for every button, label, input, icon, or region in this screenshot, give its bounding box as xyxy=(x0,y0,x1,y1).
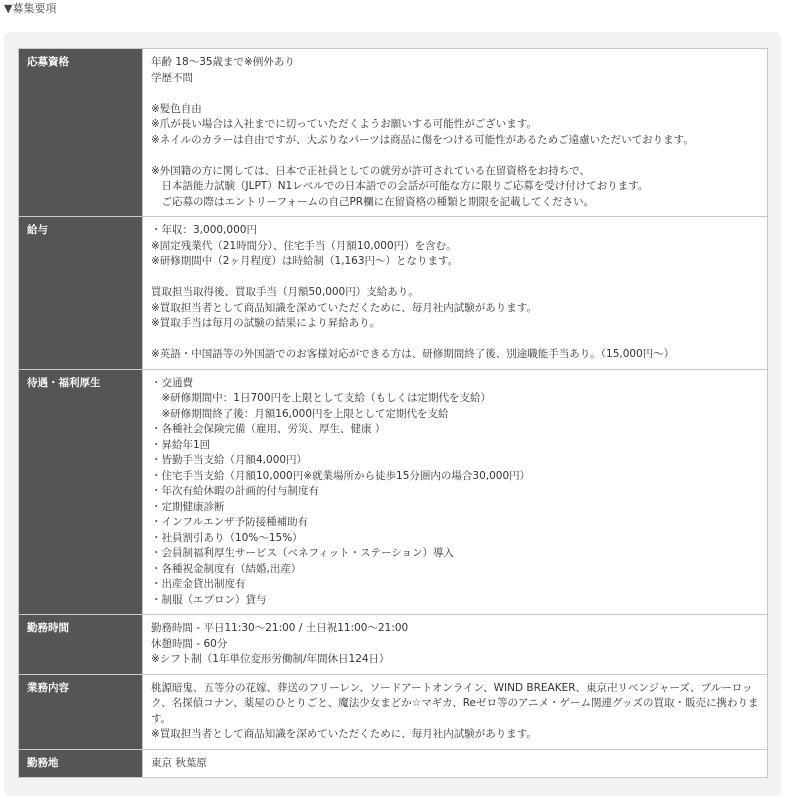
text-line: 勤務時間 - 平日11:30～21:00 / 土日祝11:00～21:00 xyxy=(151,622,409,634)
text-line: 東京 秋葉原 xyxy=(151,756,207,769)
text-line: ・年収：3,000,000円 xyxy=(151,224,257,236)
text-line: 桃源暗鬼、五等分の花嫁、葬送のフリーレン、ソードアートオンライン、WIND BREAKER、東京卍リベンジャーズ、ブルーロック、名探偵コナン、薬屋のひとりごと、魔法少女まどか☆マギカ、Reゼロ等のアニメ・ゲーム関連グッズの買取・販売に携わります。 xyxy=(151,681,759,725)
table-row xyxy=(19,49,768,217)
text-line: 年齢 18～35歳まで※例外あり xyxy=(151,56,295,68)
text-line: ※固定残業代（21時間分）、住宅手当（月額10,000円）を含む。 xyxy=(151,239,457,252)
table-row xyxy=(19,749,768,778)
text-line xyxy=(151,332,759,348)
section-heading: ▼募集要項 xyxy=(4,2,57,15)
text-line: ・インフルエンザ予防接種補助有 xyxy=(151,516,309,528)
text-line xyxy=(151,86,759,102)
row-value-job-description xyxy=(143,674,768,749)
text-line: ※買取手当は毎月の試験の結果により昇給あり。 xyxy=(151,317,381,329)
row-value-benefits xyxy=(143,369,768,615)
text-line: ※買取担当者として商品知識を深めていただくために、毎月社内試験があります。 xyxy=(151,301,537,314)
text-line xyxy=(151,148,759,164)
text-line: ※英語・中国語等の外国語でのお客様対応ができる方は、研修期間終了後、別途職能手当あり。（15,000円～） xyxy=(151,348,675,360)
text-line: ・昇給年1回 xyxy=(151,438,211,451)
text-line: ・各種社会保険完備（雇用、労災、厚生、健康 ） xyxy=(151,423,386,435)
row-label-working-hours: 勤務時間 xyxy=(19,615,143,675)
row-label-benefits: 待遇・福利厚生 xyxy=(19,369,143,615)
row-label-job-description: 業務内容 xyxy=(19,674,143,749)
text-line: 買取担当取得後、買取手当（月額50,000円）支給あり。 xyxy=(151,286,419,298)
text-line: ※研修期間中：1日700円を上限として支給（もしくは定期代を支給） xyxy=(151,392,492,404)
text-line: ・交通費 xyxy=(151,376,193,389)
text-line: ・社員割引あり（10%～15%） xyxy=(151,531,303,544)
table-row xyxy=(19,674,768,749)
text-line: ・各種祝金制度有（結婚,出産） xyxy=(151,562,302,575)
text-line: ※爪が長い場合は入社までに切っていただくようお願いする可能性がございます。 xyxy=(151,118,537,130)
text-line: ご応募の際はエントリーフォームの自己PR欄に在留資格の種類と期限を記載してください。 xyxy=(151,195,595,208)
text-line: ※研修期間終了後：月額16,000円を上限として定期代を支給 xyxy=(151,407,449,420)
text-line: ・会員制福利厚生サービス（ベネフィット・ステーション）導入 xyxy=(151,547,455,559)
text-line: ※研修期間中（2ヶ月程度）は時給制（1,163円～）となります。 xyxy=(151,255,459,267)
text-line: 学歴不問 xyxy=(151,71,193,84)
row-value-qualifications xyxy=(143,49,768,217)
row-value-location xyxy=(143,749,768,778)
row-value-working-hours xyxy=(143,615,768,675)
table-row xyxy=(19,217,768,370)
text-line: ※髪色自由 xyxy=(151,102,202,115)
row-label-qualifications: 応募資格 xyxy=(19,49,143,217)
text-line: ・年次有給休暇の計画的付与制度有 xyxy=(151,485,319,497)
text-line: ・定期健康診断 xyxy=(151,500,225,513)
text-line: ・制服（エプロン）貸与 xyxy=(151,593,267,606)
text-line: ※買取担当者として商品知識を深めていただくために、毎月社内試験があります。 xyxy=(151,728,537,740)
text-line: 休憩時間 - 60分 xyxy=(151,637,228,650)
text-line: ※ネイルのカラーは自由ですが、大ぶりなパーツは商品に傷をつける可能性があるためご遠慮いただいております。 xyxy=(151,133,694,146)
text-line: ・住宅手当支給（月額10,000円※就業場所から徒歩15分圏内の場合30,000円） xyxy=(151,469,531,482)
text-line: ※シフト制（1年単位変形労働制/年間休日124日） xyxy=(151,653,390,665)
table-row xyxy=(19,369,768,615)
text-line: ※外国籍の方に関しては、日本で正社員としての就労が許可されている在留資格をお持ちで、 xyxy=(151,164,590,177)
row-value-salary xyxy=(143,217,768,370)
row-label-salary: 給与 xyxy=(19,217,143,370)
row-label-location: 勤務地 xyxy=(19,749,143,778)
recruitment-table xyxy=(18,48,768,778)
text-line: ・出産金貸出制度有 xyxy=(151,578,246,590)
text-line: ・皆勤手当支給（月額4,000円） xyxy=(151,454,308,466)
text-line: 日本語能力試験（JLPT）N1レベルでの日本語での会話が可能な方に限りご応募を受け付けております。 xyxy=(151,180,649,192)
table-row xyxy=(19,615,768,675)
text-line xyxy=(151,270,759,286)
